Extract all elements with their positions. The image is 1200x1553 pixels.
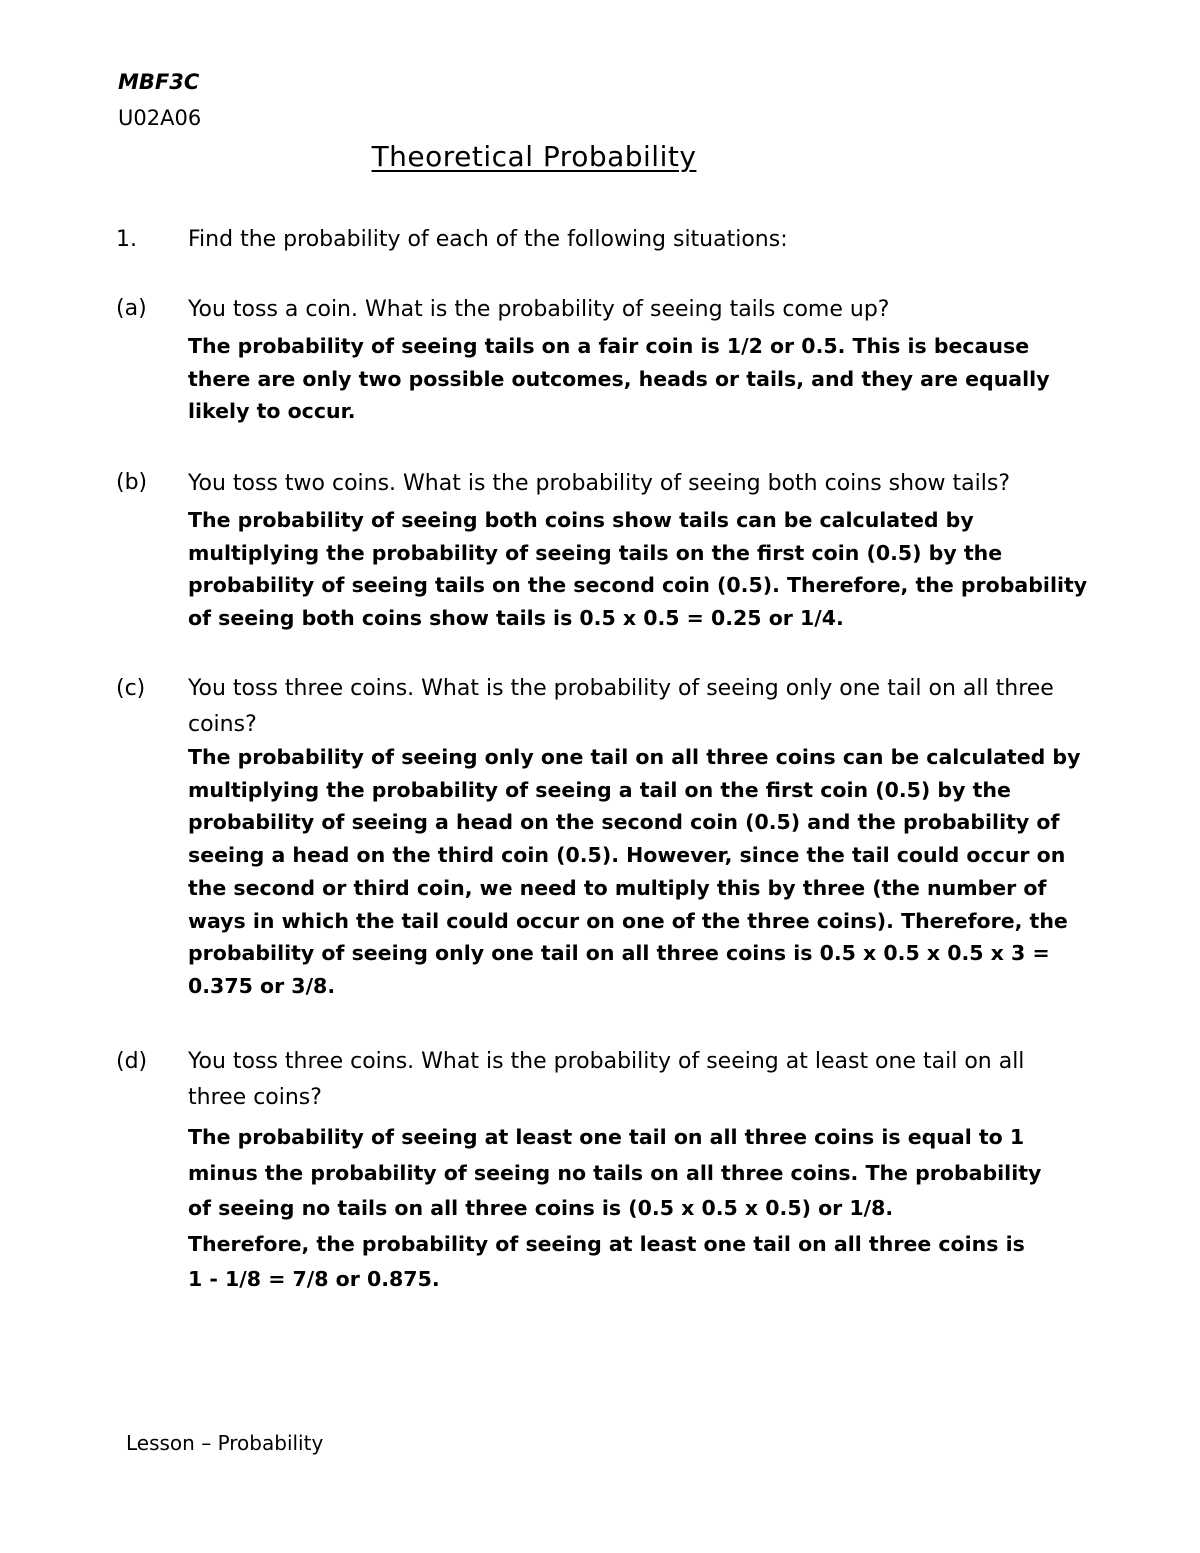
part-c-answer [188,741,1103,1003]
page-footer: Lesson – Probability [126,1431,324,1455]
question-line: You toss three coins. What is the probability of seeing only one tail on all three [188,676,1054,701]
page-title: Theoretical Probability [371,140,697,173]
answer-line: The probability of seeing tails on a fair coin is 1/2 or 0.5. This is because [188,334,1030,358]
answer-line: Therefore, the probability of seeing at least one tail on all three coins is [188,1231,1025,1256]
question-line: coins? [188,712,257,737]
part-a-answer [188,330,1103,428]
answer-line: likely to occur. [188,399,356,424]
question-line: three coins? [188,1085,322,1110]
answer-line: The probability of seeing only one tail on all three coins can be calculated by [188,745,1081,769]
answer-line: multiplying the probability of seeing tails on the first coin (0.5) by the [188,540,1003,565]
part-a-question: You toss a coin. What is the probability of seeing tails come up? [188,297,890,322]
answer-line: minus the probability of seeing no tails on all three coins. The probability [188,1160,1042,1185]
answer-line: multiplying the probability of seeing a tail on the first coin (0.5) by the [188,777,1011,802]
question-line: You toss three coins. What is the probability of seeing at least one tail on all [188,1049,1025,1074]
question-number: 1. [116,227,137,252]
answer-line: The probability of seeing at least one tail on all three coins is equal to 1 [188,1125,1025,1149]
answer-line: ways in which the tail could occur on one of the three coins). Therefore, the [188,908,1068,933]
answer-line: seeing a head on the third coin (0.5). However, since the tail could occur on [188,843,1066,868]
course-code: MBF3C [118,70,200,94]
part-d-answer [188,1120,1103,1298]
part-b-answer [188,504,1103,635]
answer-line: of seeing both coins show tails is 0.5 x 0.5 = 0.25 or 1/4. [188,606,844,631]
answer-line: probability of seeing only one tail on all three coins is 0.5 x 0.5 x 0.5 x 3 = [188,941,1050,966]
part-c-question [188,671,1088,743]
part-a-label: (a) [116,296,147,321]
question-prompt: Find the probability of each of the following situations: [188,227,788,252]
answer-line: of seeing no tails on all three coins is (0.5 x 0.5 x 0.5) or 1/8. [188,1196,894,1221]
part-b-label: (b) [116,470,148,495]
answer-line: 1 - 1/8 = 7/8 or 0.875. [188,1267,440,1292]
part-d-question [188,1044,1088,1116]
part-c-label: (c) [116,676,146,701]
answer-line: probability of seeing tails on the second coin (0.5). Therefore, the probability [188,573,1088,598]
answer-line: The probability of seeing both coins show tails can be calculated by [188,508,974,532]
answer-line: probability of seeing a head on the second coin (0.5) and the probability of [188,810,1060,835]
answer-line: there are only two possible outcomes, heads or tails, and they are equally [188,366,1050,391]
part-d-label: (d) [116,1049,148,1074]
answer-line: the second or third coin, we need to multiply this by three (the number of [188,875,1047,900]
unit-code: U02A06 [118,106,202,130]
answer-line: 0.375 or 3/8. [188,973,336,998]
part-b-question: You toss two coins. What is the probability of seeing both coins show tails? [188,471,1011,496]
